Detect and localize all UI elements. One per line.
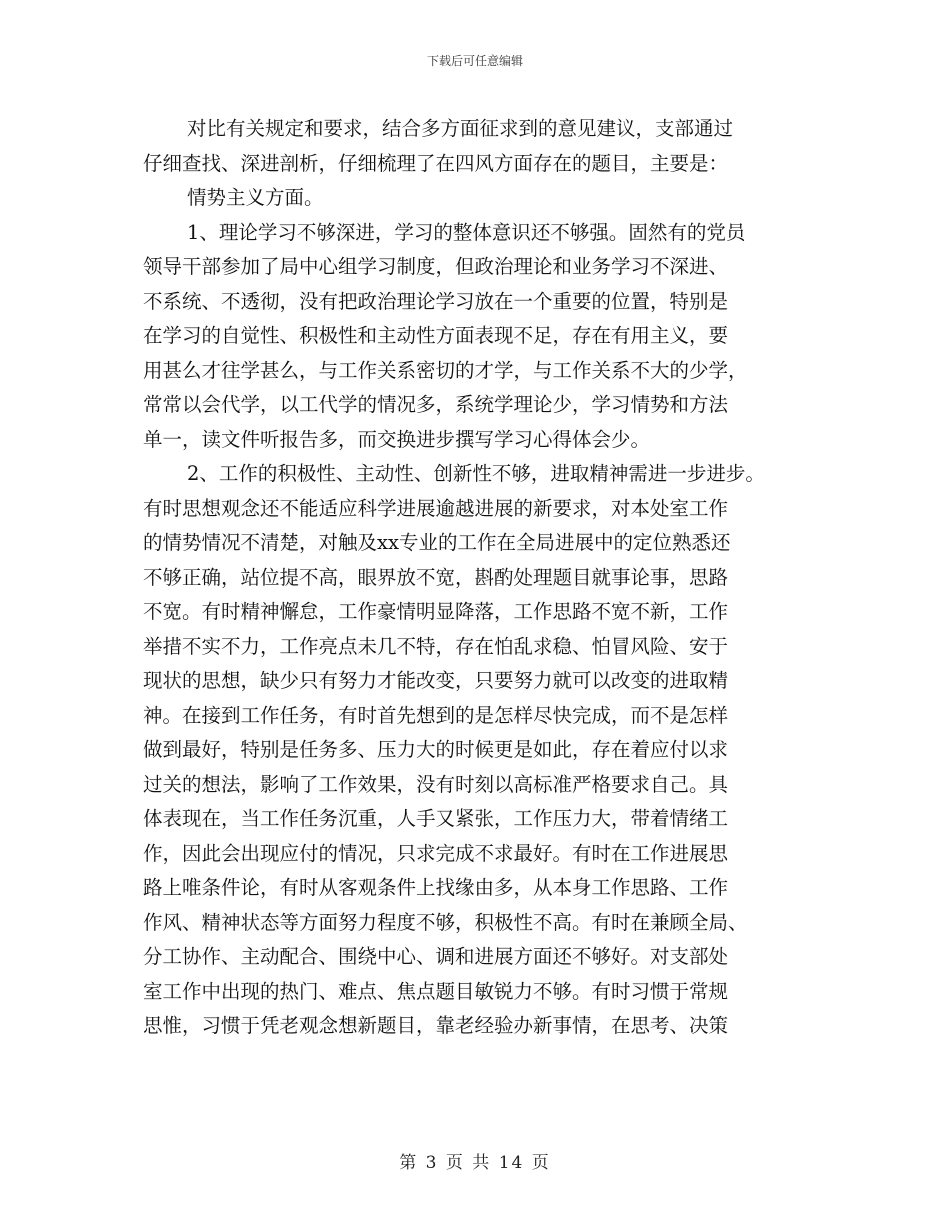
body-line: 作风、精神状态等方面努力程度不够，积极性不高。有时在兼顾全局、: [143, 910, 748, 934]
body-line: 不够正确，站位提不高，眼界放不宽，斟酌处理题目就事论事，思路: [143, 565, 729, 589]
body-line: 体表现在，当工作任务沉重，人手又紧张，工作压力大，带着情绪工: [143, 807, 729, 830]
body-line: 用甚么才往学甚么，与工作关系密切的才学，与工作关系不大的少学，: [143, 358, 748, 382]
body-line: 不宽。有时精神懈怠，工作豪情明显降落，工作思路不宽不新，工作: [143, 600, 729, 623]
body-line: 单一，读文件听报告多，而交换进步撰写学习心得体会少。: [143, 427, 651, 451]
page-number: 第 3 页 共 14 页: [399, 1153, 551, 1173]
body-line: 神。在接到工作任务，有时首先想到的是怎样尽快完成，而不是怎样: [143, 703, 729, 727]
body-line: 不系统、不透彻，没有把政治理论学习放在一个重要的位置，特别是: [143, 289, 729, 313]
body-line: 过关的想法，影响了工作效果，没有时刻以高标准严格要求自己。具: [143, 772, 729, 796]
body-line: 对比有关规定和要求，结合多方面征求到的意见建议，支部通过: [187, 117, 734, 140]
body-line: 路上唯条件论，有时从客观条件上找缘由多，从本身工作思路、工作: [143, 876, 729, 899]
body-line: 举措不实不力，工作亮点未几不特，存在怕乱求稳、怕冒风险、安于: [143, 634, 729, 658]
body-line: 在学习的自觉性、积极性和主动性方面表现不足，存在有用主义，要: [143, 324, 729, 347]
section-heading: 情势主义方面。: [187, 186, 324, 209]
body-line: 2、工作的积极性、主动性、创新性不够，进取精神需进一步进步。: [187, 462, 765, 485]
body-line: 作，因此会出现应付的情况，只求完成不求最好。有时在工作进展思: [143, 841, 729, 865]
body-line: 仔细查找、深进剖析，仔细梳理了在四风方面存在的题目，主要是：: [143, 151, 729, 175]
body-line: 思惟，习惯于凭老观念想新题目，靠老经验办新事情，在思考、决策: [143, 1014, 729, 1037]
body-line: 的情势情况不清楚，对触及xx专业的工作在全局进展中的定位熟悉还: [143, 531, 731, 554]
document-body: [143, 112, 823, 1044]
body-line: 常常以会代学，以工代学的情况多，系统学理论少，学习情势和方法: [143, 393, 729, 416]
body-line: 现状的思想，缺少只有努力才能改变，只要努力就可以改变的进取精: [143, 669, 729, 692]
body-line: 做到最好，特别是任务多、压力大的时候更是如此，存在着应付以求: [143, 738, 729, 761]
body-line: 室工作中出现的热门、难点、焦点题目敏锐力不够。有时习惯于常规: [143, 979, 729, 1003]
page-header-note: 下载后可任意编辑: [426, 54, 523, 68]
body-line: 1、理论学习不够深进，学习的整体意识还不够强。固然有的党员: [187, 220, 746, 244]
body-line: 有时思想观念还不能适应科学进展逾越进展的新要求，对本处室工作: [143, 496, 729, 520]
body-line: 领导干部参加了局中心组学习制度，但政治理论和业务学习不深进、: [143, 255, 729, 278]
body-line: 分工协作、主动配合、围绕中心、调和进展方面还不够好。对支部处: [143, 945, 729, 968]
